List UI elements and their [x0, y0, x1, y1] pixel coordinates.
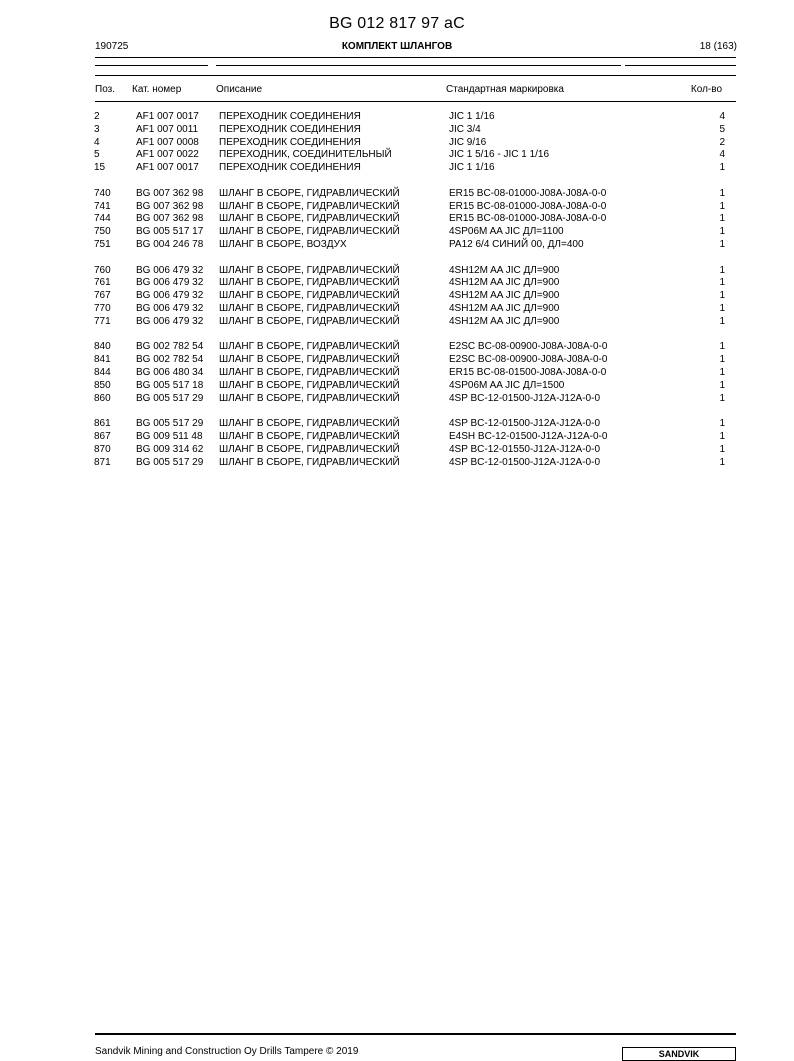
table-row — [0, 162, 794, 175]
cell-qty: 1 — [719, 187, 725, 199]
cell-pos: 740 — [94, 187, 111, 199]
cell-std: ER15 BC-08-01500-J08A-J08A-0-0 — [449, 367, 607, 378]
table-row — [0, 188, 794, 201]
table-top-rule — [95, 75, 736, 76]
cell-qty: 1 — [719, 213, 725, 225]
header-rule — [95, 57, 736, 58]
cell-std: 4SH12M AA JIC ДЛ=900 — [449, 264, 560, 276]
cell-qty: 1 — [719, 431, 725, 442]
table-row — [0, 316, 794, 329]
cell-cat: BG 006 479 32 — [136, 277, 204, 289]
cell-cat: AF1 007 0011 — [136, 123, 199, 135]
cell-qty: 1 — [719, 341, 725, 353]
column-header-qty: Кол-во — [690, 84, 722, 95]
cell-std: JIC 1 1/16 — [449, 162, 495, 174]
cell-desc: ШЛАНГ В СБОРЕ, ГИДРАВЛИЧЕСКИЙ — [219, 187, 400, 199]
cell-pos: 850 — [94, 379, 111, 391]
column-header-desc: Описание — [216, 84, 263, 95]
cell-desc: ШЛАНГ В СБОРЕ, ГИДРАВЛИЧЕСКИЙ — [219, 354, 400, 366]
cell-qty: 1 — [719, 290, 725, 302]
cell-cat: BG 005 517 29 — [136, 392, 204, 404]
cell-pos: 870 — [94, 443, 111, 455]
cell-std: 4SP06M AA JIC ДЛ=1500 — [449, 379, 565, 391]
cell-cat: BG 006 479 32 — [136, 315, 204, 327]
cell-std: 4SP BC-12-01500-J12A-J12A-0-0 — [449, 418, 601, 430]
cell-desc: ШЛАНГ В СБОРЕ, ГИДРАВЛИЧЕСКИЙ — [219, 456, 400, 468]
cell-desc: ШЛАНГ В СБОРЕ, ГИДРАВЛИЧЕСКИЙ — [219, 379, 400, 391]
cell-qty: 2 — [719, 136, 725, 148]
cell-pos: 844 — [94, 367, 111, 378]
cell-std: 4SP BC-12-01550-J12A-J12A-0-0 — [449, 443, 601, 455]
cell-pos: 744 — [94, 213, 111, 225]
cell-cat: BG 004 246 78 — [136, 239, 204, 250]
cell-cat: BG 006 479 32 — [136, 290, 204, 302]
cell-desc: ШЛАНГ В СБОРЕ, ГИДРАВЛИЧЕСКИЙ — [219, 443, 400, 455]
header-rule-segment — [216, 65, 621, 66]
table-row — [0, 111, 794, 124]
cell-cat: BG 005 517 29 — [136, 418, 204, 430]
cell-qty: 1 — [719, 418, 725, 430]
cell-cat: AF1 007 0008 — [136, 136, 199, 148]
header-rule-segment — [625, 65, 736, 66]
column-header-pos: Поз. — [95, 84, 115, 95]
cell-cat: BG 007 362 98 — [136, 200, 204, 212]
cell-desc: ПЕРЕХОДНИК, СОЕДИНИТЕЛЬНЫЙ — [219, 149, 392, 161]
cell-desc: ШЛАНГ В СБОРЕ, ГИДРАВЛИЧЕСКИЙ — [219, 226, 400, 238]
cell-cat: BG 007 362 98 — [136, 187, 204, 199]
cell-desc: ШЛАНГ В СБОРЕ, ГИДРАВЛИЧЕСКИЙ — [219, 431, 400, 442]
table-row — [0, 354, 794, 367]
cell-qty: 1 — [719, 443, 725, 455]
table-row — [0, 124, 794, 137]
cell-pos: 871 — [94, 456, 111, 468]
cell-desc: ПЕРЕХОДНИК СОЕДИНЕНИЯ — [219, 123, 361, 135]
table-row — [0, 239, 794, 252]
cell-pos: 761 — [94, 277, 111, 289]
cell-std: JIC 3/4 — [449, 123, 481, 135]
cell-pos: 760 — [94, 264, 111, 276]
cell-pos: 4 — [94, 136, 100, 148]
cell-std: 4SP BC-12-01500-J12A-J12A-0-0 — [449, 392, 601, 404]
cell-std: PA12 6/4 СИНИЙ 00, ДЛ=400 — [449, 239, 584, 250]
cell-pos: 841 — [94, 354, 111, 366]
cell-std: 4SH12M AA JIC ДЛ=900 — [449, 303, 560, 314]
table-row — [0, 431, 794, 444]
cell-desc: ШЛАНГ В СБОРЕ, ГИДРАВЛИЧЕСКИЙ — [219, 303, 400, 314]
column-header-std: Стандартная маркировка — [446, 84, 564, 95]
cell-cat: BG 002 782 54 — [136, 354, 204, 366]
table-row — [0, 367, 794, 380]
table-header-rule — [95, 101, 736, 102]
cell-std: 4SP06M AA JIC ДЛ=1100 — [449, 226, 564, 238]
cell-std: JIC 1 1/16 — [449, 111, 495, 122]
cell-qty: 1 — [719, 200, 725, 212]
footer-copyright: Sandvik Mining and Construction Oy Drills Tampere © 2019 — [95, 1046, 359, 1057]
cell-pos: 3 — [94, 123, 100, 135]
document-title: КОМПЛЕКТ ШЛАНГОВ — [341, 41, 453, 52]
cell-qty: 1 — [719, 277, 725, 289]
table-row — [0, 149, 794, 162]
cell-desc: ШЛАНГ В СБОРЕ, ГИДРАВЛИЧЕСКИЙ — [219, 277, 400, 289]
table-row — [0, 457, 794, 470]
table-row — [0, 290, 794, 303]
cell-cat: AF1 007 0017 — [136, 162, 199, 174]
cell-cat: BG 002 782 54 — [136, 341, 204, 353]
cell-pos: 840 — [94, 341, 111, 353]
cell-qty: 4 — [719, 111, 725, 122]
cell-std: JIC 1 5/16 - JIC 1 1/16 — [449, 149, 550, 161]
cell-qty: 1 — [719, 239, 725, 250]
cell-pos: 861 — [94, 418, 111, 430]
table-row — [0, 226, 794, 239]
cell-cat: BG 009 314 62 — [136, 443, 204, 455]
cell-qty: 1 — [719, 303, 725, 314]
cell-std: 4SH12M AA JIC ДЛ=900 — [449, 315, 560, 327]
cell-cat: BG 006 479 32 — [136, 303, 204, 314]
cell-desc: ШЛАНГ В СБОРЕ, ГИДРАВЛИЧЕСКИЙ — [219, 418, 400, 430]
table-row — [0, 277, 794, 290]
cell-desc: ШЛАНГ В СБОРЕ, ГИДРАВЛИЧЕСКИЙ — [219, 392, 400, 404]
table-row — [0, 418, 794, 431]
cell-cat: BG 007 362 98 — [136, 213, 204, 225]
cell-pos: 767 — [94, 290, 111, 302]
cell-std: 4SH12M AA JIC ДЛ=900 — [449, 290, 560, 302]
cell-pos: 5 — [94, 149, 100, 161]
column-header-cat: Кат. номер — [132, 84, 182, 95]
cell-pos: 770 — [94, 303, 111, 314]
cell-desc: ПЕРЕХОДНИК СОЕДИНЕНИЯ — [219, 162, 361, 174]
brand-logo: SANDVIK — [622, 1047, 736, 1061]
table-row — [0, 341, 794, 354]
cell-pos: 751 — [94, 239, 111, 250]
cell-qty: 1 — [719, 367, 725, 378]
cell-qty: 1 — [719, 379, 725, 391]
cell-std: 4SH12M AA JIC ДЛ=900 — [449, 277, 560, 289]
table-row — [0, 444, 794, 457]
cell-desc: ШЛАНГ В СБОРЕ, ГИДРАВЛИЧЕСКИЙ — [219, 200, 400, 212]
cell-cat: BG 005 517 29 — [136, 456, 204, 468]
table-row — [0, 265, 794, 278]
cell-desc: ШЛАНГ В СБОРЕ, ГИДРАВЛИЧЕСКИЙ — [219, 213, 400, 225]
cell-qty: 1 — [719, 456, 725, 468]
cell-std: 4SP BC-12-01500-J12A-J12A-0-0 — [449, 456, 601, 468]
table-row — [0, 380, 794, 393]
cell-qty: 4 — [719, 149, 725, 161]
table-row — [0, 201, 794, 214]
cell-qty: 1 — [719, 354, 725, 366]
cell-desc: ПЕРЕХОДНИК СОЕДИНЕНИЯ — [219, 111, 361, 122]
header-rule-segment — [95, 65, 208, 66]
cell-cat: AF1 007 0022 — [136, 149, 199, 161]
cell-desc: ШЛАНГ В СБОРЕ, ГИДРАВЛИЧЕСКИЙ — [219, 290, 400, 302]
cell-qty: 1 — [719, 162, 725, 174]
cell-qty: 1 — [719, 315, 725, 327]
cell-std: ER15 BC-08-01000-J08A-J08A-0-0 — [449, 200, 607, 212]
cell-std: E2SC BC-08-00900-J08A-J08A-0-0 — [449, 354, 608, 366]
cell-std: E4SH BC-12-01500-J12A-J12A-0-0 — [449, 431, 608, 442]
cell-qty: 1 — [719, 264, 725, 276]
cell-pos: 860 — [94, 392, 111, 404]
cell-cat: BG 005 517 18 — [136, 379, 204, 391]
table-row — [0, 213, 794, 226]
cell-pos: 15 — [94, 162, 106, 174]
cell-std: ER15 BC-08-01000-J08A-J08A-0-0 — [449, 213, 607, 225]
cell-qty: 1 — [719, 226, 725, 238]
cell-pos: 771 — [94, 315, 111, 327]
cell-pos: 867 — [94, 431, 111, 442]
cell-std: JIC 9/16 — [449, 136, 487, 148]
cell-pos: 750 — [94, 226, 111, 238]
cell-cat: AF1 007 0017 — [136, 111, 199, 122]
footer-rule — [95, 1033, 736, 1035]
table-row — [0, 137, 794, 150]
cell-cat: BG 009 511 48 — [136, 431, 203, 442]
cell-pos: 741 — [94, 200, 111, 212]
cell-qty: 1 — [719, 392, 725, 404]
cell-desc: ПЕРЕХОДНИК СОЕДИНЕНИЯ — [219, 136, 361, 148]
cell-qty: 5 — [719, 123, 725, 135]
cell-desc: ШЛАНГ В СБОРЕ, ГИДРАВЛИЧЕСКИЙ — [219, 264, 400, 276]
page-number: 18 (163) — [699, 41, 737, 52]
document-code: BG 012 817 97 aC — [329, 15, 465, 32]
cell-std: E2SC BC-08-00900-J08A-J08A-0-0 — [449, 341, 608, 353]
cell-cat: BG 005 517 17 — [136, 226, 204, 238]
cell-desc: ШЛАНГ В СБОРЕ, ГИДРАВЛИЧЕСКИЙ — [219, 367, 400, 378]
document-date: 190725 — [95, 41, 129, 52]
cell-pos: 2 — [94, 111, 100, 122]
table-row — [0, 303, 794, 316]
cell-desc: ШЛАНГ В СБОРЕ, ГИДРАВЛИЧЕСКИЙ — [219, 315, 400, 327]
cell-cat: BG 006 480 34 — [136, 367, 204, 378]
cell-cat: BG 006 479 32 — [136, 264, 204, 276]
cell-std: ER15 BC-08-01000-J08A-J08A-0-0 — [449, 187, 607, 199]
cell-desc: ШЛАНГ В СБОРЕ, ГИДРАВЛИЧЕСКИЙ — [219, 341, 400, 353]
table-row — [0, 393, 794, 406]
cell-desc: ШЛАНГ В СБОРЕ, ВОЗДУХ — [219, 239, 347, 250]
